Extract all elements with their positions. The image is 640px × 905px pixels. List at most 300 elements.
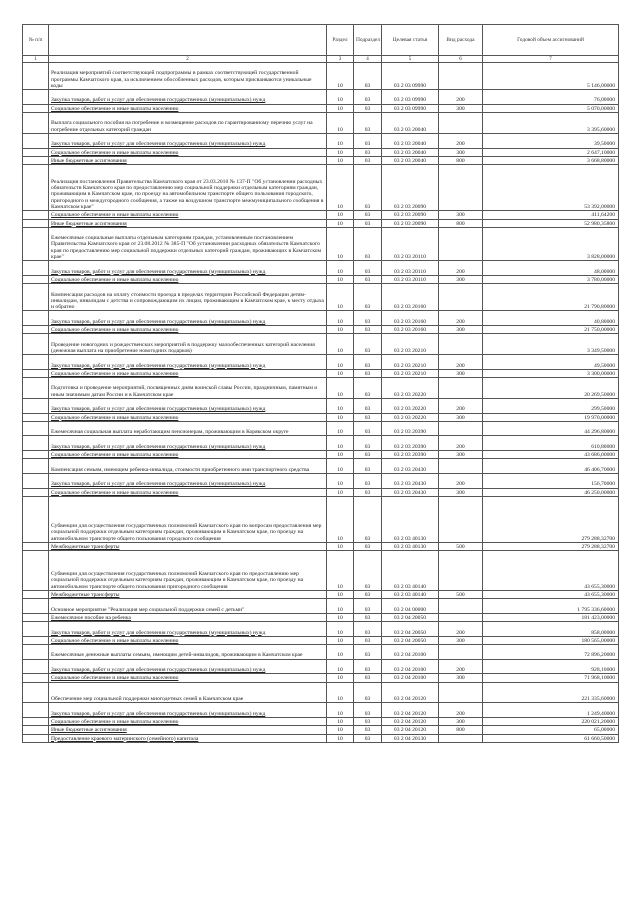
table-row	[23, 473, 619, 488]
budget-table	[22, 24, 619, 743]
cell-name: Подготовка и проведение мероприятий, посвященных дням воинской славы России, праздничным, памятным и иным значимым датам России и в Камчатском крае	[49, 378, 327, 399]
cell-name: Социальное обеспечение и иные выплаты населению	[49, 413, 327, 421]
cell-sum: 5 146,00000	[483, 63, 619, 90]
cell-sum: 52 980,35800	[483, 219, 619, 227]
cell-sum: 181 423,00000	[483, 613, 619, 621]
cell-sum: 220 021,20000	[483, 718, 619, 726]
cell-razdel: 10	[327, 211, 354, 219]
cell-sum: 156,70000	[483, 473, 619, 488]
cell-podrazdel: 03	[354, 682, 382, 703]
cell-expense-type: 200	[439, 355, 483, 370]
cell-podrazdel: 03	[354, 591, 382, 599]
cell-sum: 46 250,00000	[483, 488, 619, 496]
cell-podrazdel: 03	[354, 734, 382, 742]
cell-num	[23, 645, 49, 660]
cell-razdel: 10	[327, 645, 354, 660]
cell-target-article: 03 2 03 20220	[382, 398, 439, 413]
cell-podrazdel: 03	[354, 227, 382, 261]
cell-sum: 76,00000	[483, 90, 619, 105]
cell-razdel: 10	[327, 674, 354, 682]
cell-razdel: 10	[327, 636, 354, 644]
cell-name: Закупка товаров, работ и услуг для обеспечения государственных (муниципальных) нужд	[49, 659, 327, 674]
cell-target-article: 03 2 04 20050	[382, 613, 439, 621]
cell-razdel: 10	[327, 104, 354, 112]
cell-name: Закупка товаров, работ и услуг для обеспечения государственных (муниципальных) нужд	[49, 311, 327, 326]
cell-razdel: 10	[327, 622, 354, 637]
cell-podrazdel: 03	[354, 459, 382, 474]
table-row	[23, 682, 619, 703]
table-row	[23, 622, 619, 637]
cell-target-article: 03 2 04 20120	[382, 703, 439, 718]
cell-target-article: 03 2 04 20050	[382, 622, 439, 637]
cell-num	[23, 156, 49, 164]
cell-name: Социальное обеспечение и иные выплаты населению	[49, 369, 327, 377]
table-row	[23, 591, 619, 599]
table-header-row	[23, 25, 619, 56]
cell-sum: 3 668,80000	[483, 156, 619, 164]
cell-razdel: 10	[327, 496, 354, 542]
header-target-article: Целевая статья	[382, 25, 439, 56]
cell-sum: 43 655,30000	[483, 551, 619, 591]
cell-sum: 48,00000	[483, 261, 619, 276]
cell-podrazdel: 03	[354, 261, 382, 276]
cell-sum: 2 647,10000	[483, 148, 619, 156]
cell-target-article: 03 2 03 20220	[382, 413, 439, 421]
table-row	[23, 211, 619, 219]
cell-target-article: 03 2 03 20210	[382, 369, 439, 377]
cell-num	[23, 459, 49, 474]
cell-target-article: 03 2 03 09990	[382, 104, 439, 112]
cell-num	[23, 261, 49, 276]
cell-num	[23, 591, 49, 599]
cell-razdel: 10	[327, 378, 354, 399]
cell-razdel: 10	[327, 227, 354, 261]
colnum: 5	[382, 56, 439, 63]
table-row	[23, 284, 619, 311]
cell-name: Закупка товаров, работ и услуг для обеспечения государственных (муниципальных) нужд	[49, 90, 327, 105]
cell-sum: 858,00000	[483, 622, 619, 637]
table-row	[23, 355, 619, 370]
cell-name: Закупка товаров, работ и услуг для обеспечения государственных (муниципальных) нужд	[49, 436, 327, 451]
cell-name: Социальное обеспечение и иные выплаты населению	[49, 148, 327, 156]
cell-podrazdel: 03	[354, 703, 382, 718]
cell-target-article: 03 2 03 20390	[382, 451, 439, 459]
budget-table-sheet	[22, 24, 618, 743]
cell-podrazdel: 03	[354, 334, 382, 355]
cell-expense-type	[439, 113, 483, 134]
cell-num	[23, 488, 49, 496]
cell-expense-type: 300	[439, 104, 483, 112]
cell-expense-type	[439, 63, 483, 90]
cell-podrazdel: 03	[354, 613, 382, 621]
cell-num	[23, 90, 49, 105]
cell-target-article: 03 2 03 40140	[382, 551, 439, 591]
cell-podrazdel: 03	[354, 726, 382, 734]
cell-name: Социальное обеспечение и иные выплаты населению	[49, 451, 327, 459]
table-row	[23, 599, 619, 614]
cell-target-article: 03 2 03 20220	[382, 378, 439, 399]
cell-num	[23, 227, 49, 261]
cell-podrazdel: 03	[354, 413, 382, 421]
cell-num	[23, 599, 49, 614]
cell-sum: 279 288,32700	[483, 542, 619, 550]
table-row	[23, 275, 619, 283]
cell-target-article: 03 2 03 09990	[382, 63, 439, 90]
table-row	[23, 326, 619, 334]
cell-num	[23, 726, 49, 734]
cell-expense-type: 200	[439, 133, 483, 148]
cell-podrazdel: 03	[354, 378, 382, 399]
cell-expense-type: 800	[439, 156, 483, 164]
cell-num	[23, 148, 49, 156]
cell-expense-type: 300	[439, 674, 483, 682]
cell-razdel: 10	[327, 133, 354, 148]
cell-name: Закупка товаров, работ и услуг для обеспечения государственных (муниципальных) нужд	[49, 622, 327, 637]
cell-num	[23, 718, 49, 726]
cell-expense-type	[439, 459, 483, 474]
cell-sum: 72 896,20000	[483, 645, 619, 660]
header-expense-type: Вид расхода	[439, 25, 483, 56]
cell-name: Межбюджетные трансферты	[49, 542, 327, 550]
cell-expense-type: 200	[439, 311, 483, 326]
cell-podrazdel: 03	[354, 211, 382, 219]
cell-num	[23, 219, 49, 227]
cell-razdel: 10	[327, 398, 354, 413]
cell-razdel: 10	[327, 682, 354, 703]
cell-razdel: 10	[327, 726, 354, 734]
colnum: 4	[354, 56, 382, 63]
cell-expense-type: 200	[439, 436, 483, 451]
cell-name: Основное мероприятие "Реализация мер социальной поддержки семей с детьми"	[49, 599, 327, 614]
cell-num	[23, 275, 49, 283]
cell-expense-type	[439, 613, 483, 621]
cell-num	[23, 613, 49, 621]
table-row	[23, 674, 619, 682]
cell-target-article: 03 2 03 20090	[382, 211, 439, 219]
cell-name: Ежемесячное пособие на ребенка	[49, 613, 327, 621]
cell-expense-type	[439, 496, 483, 542]
cell-name: Закупка товаров, работ и услуг для обеспечения государственных (муниципальных) нужд	[49, 398, 327, 413]
cell-name: Субвенции для осуществления государственных полномочий Камчатского края по предоставлению мер социальной поддержки отдельным категориям граждан, проживающим в Камчатском крае, по проезду на автомобильном транспорте общего пользования пригородного сообщения	[49, 551, 327, 591]
cell-podrazdel: 03	[354, 622, 382, 637]
cell-num	[23, 165, 49, 211]
cell-target-article: 03 2 03 20430	[382, 473, 439, 488]
cell-sum: 65,00000	[483, 726, 619, 734]
cell-razdel: 10	[327, 355, 354, 370]
cell-expense-type	[439, 682, 483, 703]
table-row	[23, 227, 619, 261]
cell-razdel: 10	[327, 551, 354, 591]
cell-num	[23, 63, 49, 90]
cell-podrazdel: 03	[354, 219, 382, 227]
header-razdel: Раздел	[327, 25, 354, 56]
cell-sum: 21 750,00000	[483, 326, 619, 334]
cell-target-article: 03 2 03 40130	[382, 496, 439, 542]
cell-sum: 61 660,50000	[483, 734, 619, 742]
cell-name: Социальное обеспечение и иные выплаты населению	[49, 636, 327, 644]
cell-name: Обеспечение мер социальной поддержки многодетных семей в Камчатском крае	[49, 682, 327, 703]
cell-sum: 279 288,32700	[483, 496, 619, 542]
cell-expense-type: 300	[439, 413, 483, 421]
cell-expense-type: 300	[439, 636, 483, 644]
cell-razdel: 10	[327, 591, 354, 599]
cell-sum: 3 395,60000	[483, 113, 619, 134]
cell-razdel: 10	[327, 63, 354, 90]
cell-name: Предоставление краевого материнского (семейного) капитала	[49, 734, 327, 742]
cell-name: Выплата социального пособия на погребение и возмещение расходов по гарантированному перечню услуг на погребение отдельных категорий граждан	[49, 113, 327, 134]
table-row	[23, 726, 619, 734]
cell-expense-type: 300	[439, 718, 483, 726]
cell-razdel: 10	[327, 369, 354, 377]
cell-razdel: 10	[327, 90, 354, 105]
table-row	[23, 261, 619, 276]
cell-podrazdel: 03	[354, 90, 382, 105]
cell-name: Закупка товаров, работ и услуг для обеспечения государственных (муниципальных) нужд	[49, 703, 327, 718]
cell-podrazdel: 03	[354, 156, 382, 164]
colnum: 6	[439, 56, 483, 63]
cell-razdel: 10	[327, 113, 354, 134]
cell-razdel: 10	[327, 542, 354, 550]
cell-razdel: 10	[327, 326, 354, 334]
colnum: 2	[49, 56, 327, 63]
colnum: 1	[23, 56, 49, 63]
cell-expense-type: 300	[439, 326, 483, 334]
cell-razdel: 10	[327, 284, 354, 311]
cell-podrazdel: 03	[354, 165, 382, 211]
cell-num	[23, 421, 49, 436]
cell-num	[23, 703, 49, 718]
cell-expense-type: 800	[439, 219, 483, 227]
cell-expense-type: 300	[439, 488, 483, 496]
cell-sum: 20 269,50000	[483, 378, 619, 399]
cell-target-article: 03 2 03 40140	[382, 591, 439, 599]
cell-sum: 5 070,00000	[483, 104, 619, 112]
cell-sum: 1 795 336,60000	[483, 599, 619, 614]
cell-num	[23, 682, 49, 703]
cell-expense-type	[439, 378, 483, 399]
cell-name: Иные бюджетные ассигнования	[49, 156, 327, 164]
colnum: 3	[327, 56, 354, 63]
table-row	[23, 421, 619, 436]
cell-num	[23, 659, 49, 674]
cell-num	[23, 622, 49, 637]
cell-razdel: 10	[327, 613, 354, 621]
table-row	[23, 659, 619, 674]
cell-name: Социальное обеспечение и иные выплаты населению	[49, 211, 327, 219]
cell-sum: 3 349,50000	[483, 334, 619, 355]
cell-target-article: 03 2 03 20090	[382, 219, 439, 227]
cell-podrazdel: 03	[354, 451, 382, 459]
cell-expense-type	[439, 227, 483, 261]
cell-name: Социальное обеспечение и иные выплаты населению	[49, 674, 327, 682]
cell-num	[23, 551, 49, 591]
cell-target-article: 03 2 03 20210	[382, 334, 439, 355]
cell-podrazdel: 03	[354, 326, 382, 334]
cell-target-article: 03 2 03 20040	[382, 113, 439, 134]
cell-razdel: 10	[327, 473, 354, 488]
cell-razdel: 10	[327, 148, 354, 156]
cell-podrazdel: 03	[354, 542, 382, 550]
cell-name: Социальное обеспечение и иные выплаты населению	[49, 275, 327, 283]
cell-target-article: 03 2 03 20110	[382, 275, 439, 283]
cell-expense-type: 800	[439, 726, 483, 734]
cell-podrazdel: 03	[354, 148, 382, 156]
cell-name: Межбюджетные трансферты	[49, 591, 327, 599]
table-row	[23, 398, 619, 413]
cell-target-article: 03 2 03 20430	[382, 459, 439, 474]
table-row	[23, 148, 619, 156]
cell-podrazdel: 03	[354, 398, 382, 413]
cell-target-article: 03 2 03 20160	[382, 326, 439, 334]
header-name	[49, 25, 327, 56]
table-row	[23, 436, 619, 451]
table-row	[23, 63, 619, 90]
cell-num	[23, 496, 49, 542]
cell-sum: 71 968,10000	[483, 674, 619, 682]
cell-podrazdel: 03	[354, 421, 382, 436]
table-row	[23, 156, 619, 164]
header-annual-sum: Годовой объем ассигнований	[483, 25, 619, 56]
cell-target-article: 03 2 03 20110	[382, 227, 439, 261]
table-row	[23, 703, 619, 718]
cell-name: Компенсация семьям, имеющим ребенка-инвалида, стоимости приобретенного ими транспортного средства	[49, 459, 327, 474]
cell-name: Закупка товаров, работ и услуг для обеспечения государственных (муниципальных) нужд	[49, 133, 327, 148]
cell-razdel: 10	[327, 219, 354, 227]
cell-podrazdel: 03	[354, 636, 382, 644]
cell-name: Проведение новогодних и рождественских мероприятий в поддержку малообеспеченных категорий населения (денежная выплата на приобретение новогодних подарков)	[49, 334, 327, 355]
cell-sum: 46 406,70000	[483, 459, 619, 474]
cell-expense-type	[439, 645, 483, 660]
cell-podrazdel: 03	[354, 473, 382, 488]
cell-expense-type: 300	[439, 275, 483, 283]
cell-num	[23, 413, 49, 421]
cell-name: Социальное обеспечение и иные выплаты населению	[49, 104, 327, 112]
cell-target-article: 03 2 03 20160	[382, 311, 439, 326]
cell-num	[23, 311, 49, 326]
cell-expense-type: 300	[439, 451, 483, 459]
cell-razdel: 10	[327, 261, 354, 276]
cell-name: Ежемесячная социальная выплата неработающим пенсионерам, проживающим в Корякском округе	[49, 421, 327, 436]
cell-num	[23, 734, 49, 742]
cell-name: Реализация постановления Правительства Камчатского края от 23.03.2010 № 137-П "Об установлении расходных обязательств Камчатского края по предоставлению мер социальной поддержки отдельным категориям граждан, проживающим в Камчатском крае, по проезду на автомобильном транспорте общего пользования городского, пригородного и междугородного сообщения, а также на воздушном транспорте межмуниципального сообщения в Камчатском крае"	[49, 165, 327, 211]
cell-sum: 1 249,40000	[483, 703, 619, 718]
cell-sum: 44 296,80000	[483, 421, 619, 436]
cell-expense-type	[439, 734, 483, 742]
cell-target-article: 03 2 03 40130	[382, 542, 439, 550]
cell-expense-type: 300	[439, 148, 483, 156]
colnum: 7	[483, 56, 619, 63]
cell-sum: 180 565,00000	[483, 636, 619, 644]
cell-name: Закупка товаров, работ и услуг для обеспечения государственных (муниципальных) нужд	[49, 355, 327, 370]
column-number-row	[23, 56, 619, 63]
cell-expense-type	[439, 599, 483, 614]
cell-expense-type: 500	[439, 542, 483, 550]
cell-num	[23, 284, 49, 311]
cell-target-article: 03 2 04 20130	[382, 734, 439, 742]
cell-num	[23, 113, 49, 134]
cell-name: Иные бюджетные ассигнования	[49, 726, 327, 734]
cell-num	[23, 104, 49, 112]
table-row	[23, 542, 619, 550]
cell-podrazdel: 03	[354, 355, 382, 370]
table-row	[23, 645, 619, 660]
cell-razdel: 10	[327, 436, 354, 451]
cell-razdel: 10	[327, 451, 354, 459]
cell-target-article: 03 2 04 00000	[382, 599, 439, 614]
cell-sum: 43 655,30000	[483, 591, 619, 599]
cell-expense-type	[439, 551, 483, 591]
cell-target-article: 03 2 03 20390	[382, 421, 439, 436]
cell-sum: 43 686,00000	[483, 451, 619, 459]
table-row	[23, 219, 619, 227]
cell-podrazdel: 03	[354, 311, 382, 326]
cell-sum: 40,80000	[483, 311, 619, 326]
cell-podrazdel: 03	[354, 63, 382, 90]
cell-razdel: 10	[327, 421, 354, 436]
table-row	[23, 613, 619, 621]
cell-razdel: 10	[327, 311, 354, 326]
header-podrazdel: Подраздел	[354, 25, 382, 56]
cell-name: Иные бюджетные ассигнования	[49, 219, 327, 227]
cell-target-article: 03 2 04 20120	[382, 726, 439, 734]
cell-target-article: 03 2 03 20090	[382, 165, 439, 211]
table-row	[23, 488, 619, 496]
table-row	[23, 369, 619, 377]
table-row	[23, 104, 619, 112]
cell-expense-type: 300	[439, 369, 483, 377]
cell-razdel: 10	[327, 156, 354, 164]
table-row	[23, 133, 619, 148]
cell-razdel: 10	[327, 165, 354, 211]
cell-podrazdel: 03	[354, 551, 382, 591]
cell-razdel: 10	[327, 734, 354, 742]
cell-razdel: 10	[327, 413, 354, 421]
cell-target-article: 03 2 04 20120	[382, 718, 439, 726]
cell-expense-type: 200	[439, 473, 483, 488]
cell-podrazdel: 03	[354, 284, 382, 311]
table-row	[23, 451, 619, 459]
cell-expense-type	[439, 284, 483, 311]
cell-target-article: 03 2 04 20100	[382, 659, 439, 674]
cell-podrazdel: 03	[354, 674, 382, 682]
cell-target-article: 03 2 03 09990	[382, 90, 439, 105]
cell-podrazdel: 03	[354, 275, 382, 283]
cell-name: Закупка товаров, работ и услуг для обеспечения государственных (муниципальных) нужд	[49, 261, 327, 276]
cell-num	[23, 398, 49, 413]
table-row	[23, 378, 619, 399]
cell-sum: 19 970,00000	[483, 413, 619, 421]
cell-razdel: 10	[327, 334, 354, 355]
table-row	[23, 334, 619, 355]
table-body	[23, 63, 619, 743]
table-row	[23, 718, 619, 726]
cell-num	[23, 542, 49, 550]
cell-target-article: 03 2 03 20040	[382, 148, 439, 156]
table-row	[23, 413, 619, 421]
cell-num	[23, 326, 49, 334]
cell-expense-type: 200	[439, 659, 483, 674]
cell-razdel: 10	[327, 718, 354, 726]
cell-target-article: 03 2 04 20120	[382, 682, 439, 703]
cell-target-article: 03 2 03 20040	[382, 133, 439, 148]
cell-podrazdel: 03	[354, 488, 382, 496]
cell-podrazdel: 03	[354, 599, 382, 614]
cell-name: Закупка товаров, работ и услуг для обеспечения государственных (муниципальных) нужд	[49, 473, 327, 488]
cell-name: Социальное обеспечение и иные выплаты населению	[49, 326, 327, 334]
cell-razdel: 10	[327, 488, 354, 496]
cell-sum: 39,50000	[483, 133, 619, 148]
cell-expense-type: 200	[439, 398, 483, 413]
